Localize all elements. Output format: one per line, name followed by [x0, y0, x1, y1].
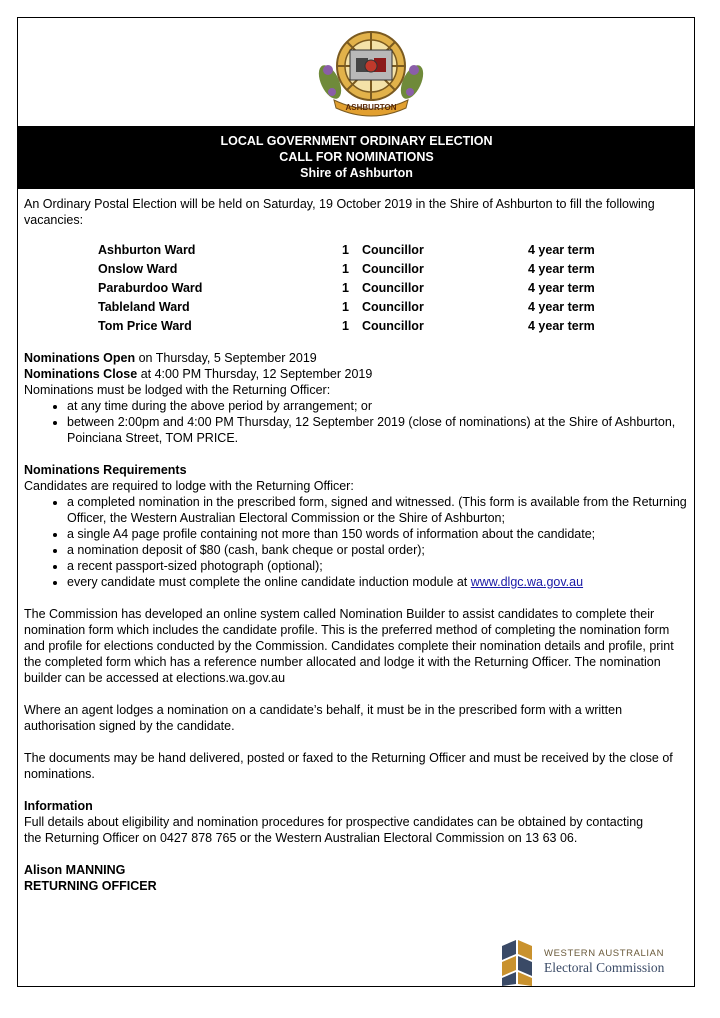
wa-electoral-commission-icon [500, 938, 534, 986]
vacancies-table [98, 241, 595, 335]
vacancy-ward: Tom Price Ward [98, 318, 192, 333]
agent-paragraph: Where an agent lodges a nomination on a candidate’s behalf, it must be in the prescribed form with a written authorisation signed by the candidate. [24, 702, 623, 733]
vacancy-row [98, 316, 595, 335]
vacancy-row [98, 297, 595, 316]
banner-shire: Shire of Ashburton [300, 166, 413, 180]
list-item: • every candidate must complete the online candidate induction module at www.dlgc.wa.gov.au [67, 574, 690, 590]
vacancy-count: 1 [342, 318, 349, 333]
vacancy-ward: Paraburdoo Ward [98, 280, 203, 295]
signoff-title: RETURNING OFFICER [24, 878, 157, 893]
vacancy-position: Councillor [362, 262, 424, 277]
list-item: • a single A4 page profile containing not more than 150 words of information about the candidate; [67, 526, 690, 542]
vacancy-count: 1 [342, 299, 349, 314]
wec-name-line1: WESTERN AUSTRALIAN [544, 948, 665, 959]
vacancy-count: 1 [342, 262, 349, 277]
vacancy-term: 4 year term [528, 280, 595, 295]
list-item: • at any time during the above period by arrangement; or [67, 398, 690, 414]
lodge-list [24, 398, 690, 446]
shire-crest-icon [316, 22, 426, 118]
vacancy-count: 1 [342, 280, 349, 295]
list-item: • a recent passport-sized photograph (optional); [67, 558, 690, 574]
vacancy-position: Councillor [362, 280, 424, 295]
nomination-builder-paragraph: The Commission has developed an online system called Nomination Builder to assist candidates to complete their nomination form which includes the candidate profile. This is the preferred method of completing the nomination form and profile for elections conducted by the Commission. Candidates complete their nomination details and profile, print the completed form which has a reference number allocated and lodge it with the Returning Officer. The nomination builder can be accessed at elections.wa.gov.au [24, 606, 674, 685]
nominations-open: Nominations Open on Thursday, 5 September 2019 [24, 350, 317, 365]
documents-paragraph: The documents may be hand delivered, posted or faxed to the Returning Officer and must be received by the close of nominations. [24, 750, 673, 781]
vacancy-row [98, 241, 595, 260]
nominations-close: Nominations Close at 4:00 PM Thursday, 12 September 2019 [24, 366, 373, 381]
banner-title: LOCAL GOVERNMENT ORDINARY ELECTION [220, 134, 493, 148]
requirements-list [24, 494, 690, 590]
vacancy-position: Councillor [362, 318, 424, 333]
vacancy-position: Councillor [362, 299, 424, 314]
vacancy-term: 4 year term [528, 318, 595, 333]
vacancy-count: 1 [342, 243, 349, 258]
wec-name-line2: Electoral Commission [544, 960, 665, 975]
vacancy-ward: Ashburton Ward [98, 243, 196, 258]
information-heading: Information [24, 798, 93, 813]
vacancy-term: 4 year term [528, 299, 595, 314]
dlgc-link[interactable]: www.dlgc.wa.gov.au [470, 574, 584, 589]
signoff-name: Alison MANNING [24, 862, 126, 877]
title-banner [18, 126, 695, 189]
banner-subtitle: CALL FOR NOMINATIONS [279, 150, 434, 164]
svg-text:ASHBURTON: ASHBURTON [345, 103, 397, 112]
intro-paragraph: An Ordinary Postal Election will be held on Saturday, 19 October 2019 in the Shire of Ashburton to fill the following vacancies: [24, 197, 655, 227]
vacancy-row [98, 260, 595, 279]
vacancy-row [98, 279, 595, 298]
vacancy-term: 4 year term [528, 262, 595, 277]
list-item: • between 2:00pm and 4:00 PM Thursday, 12 September 2019 (close of nominations) at the Shire of Ashburton, Poinciana Street, TOM PRICE. [67, 414, 690, 446]
list-item: • a nomination deposit of $80 (cash, bank cheque or postal order); [67, 542, 690, 558]
vacancy-position: Councillor [362, 243, 424, 258]
requirements-intro: Candidates are required to lodge with the Returning Officer: [24, 478, 354, 493]
requirements-heading: Nominations Requirements [24, 462, 187, 477]
vacancy-term: 4 year term [528, 243, 595, 258]
lodge-intro: Nominations must be lodged with the Returning Officer: [24, 382, 331, 397]
electoral-commission-logo [500, 936, 690, 986]
vacancy-ward: Tableland Ward [98, 299, 190, 314]
list-item: • a completed nomination in the prescribed form, signed and witnessed. (This form is available from the Returning Officer, the Western Australian Electoral Commission or the Shire of Ashburton; [67, 494, 690, 526]
notice-body [24, 196, 690, 894]
information-text: Full details about eligibility and nomination procedures for prospective candidates can be obtained by contacting the Returning Officer on 0427 878 765 or the Western Australian Electoral Commission on 13 63 06. [24, 814, 644, 845]
vacancy-ward: Onslow Ward [98, 262, 178, 277]
